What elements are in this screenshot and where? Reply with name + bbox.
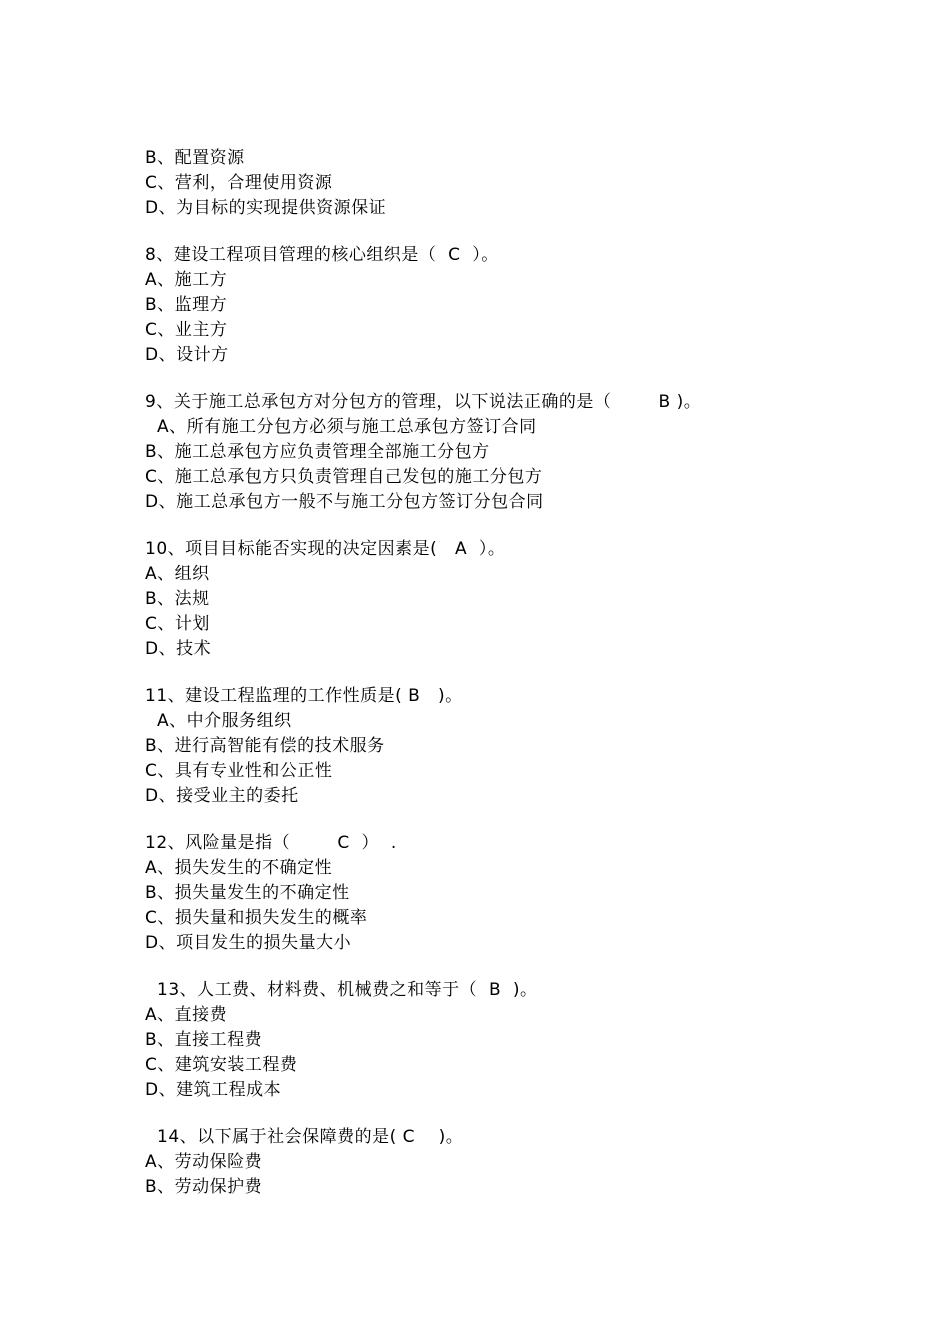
- q11-option-c: C、具有专业性和公正性: [145, 761, 333, 781]
- q7-option-c: C、营利，合理使用资源: [145, 173, 333, 193]
- q8-option-a: A、施工方: [145, 270, 228, 290]
- q11-option-b: B、进行高智能有偿的技术服务: [145, 736, 385, 756]
- q9-option-d: D、施工总承包方一般不与施工分包方签订分包合同: [145, 492, 544, 512]
- q11-stem: 11、建设工程监理的工作性质是( B )。: [145, 686, 463, 706]
- q9-stem: 9、关于施工总承包方对分包方的管理，以下说法正确的是（ B )。: [145, 392, 702, 412]
- q13-option-a: A、直接费: [145, 1005, 228, 1025]
- q12-option-a: A、损失发生的不确定性: [145, 858, 333, 878]
- q13-option-c: C、建筑安装工程费: [145, 1055, 298, 1075]
- q12-stem: 12、风险量是指（ C ） .: [145, 833, 397, 853]
- q14-option-b: B、劳动保护费: [145, 1177, 263, 1197]
- q10-option-b: B、法规: [145, 589, 210, 609]
- q13-option-d: D、建筑工程成本: [145, 1080, 282, 1100]
- q11-option-d: D、接受业主的委托: [145, 786, 299, 806]
- q9-option-c: C、施工总承包方只负责管理自己发包的施工分包方: [145, 467, 543, 487]
- q8-option-b: B、监理方: [145, 295, 228, 315]
- q8-option-c: C、业主方: [145, 320, 228, 340]
- q9-option-b: B、施工总承包方应负责管理全部施工分包方: [145, 442, 490, 462]
- q12-option-b: B、损失量发生的不确定性: [145, 883, 350, 903]
- q13-option-b: B、直接工程费: [145, 1030, 263, 1050]
- q8-stem: 8、建设工程项目管理的核心组织是（ C ）。: [145, 245, 499, 265]
- q10-option-d: D、技术: [145, 639, 212, 659]
- q12-option-d: D、项目发生的损失量大小: [145, 933, 352, 953]
- q14-stem: 14、以下属于社会保障费的是( C )。: [157, 1127, 464, 1147]
- q12-option-c: C、损失量和损失发生的概率: [145, 908, 368, 928]
- q9-option-a: A、所有施工分包方必须与施工总承包方签订合同: [157, 417, 537, 437]
- q10-stem: 10、项目目标能否实现的决定因素是( A ）。: [145, 539, 506, 559]
- q13-stem: 13、人工费、材料费、机械费之和等于（ B )。: [157, 980, 538, 1000]
- q8-option-d: D、设计方: [145, 345, 229, 365]
- q11-option-a: A、中介服务组织: [157, 711, 292, 731]
- q7-option-d: D、为目标的实现提供资源保证: [145, 198, 387, 218]
- q10-option-a: A、组织: [145, 564, 210, 584]
- q14-option-a: A、劳动保险费: [145, 1152, 263, 1172]
- q7-option-b: B、配置资源: [145, 148, 245, 168]
- q10-option-c: C、计划: [145, 614, 210, 634]
